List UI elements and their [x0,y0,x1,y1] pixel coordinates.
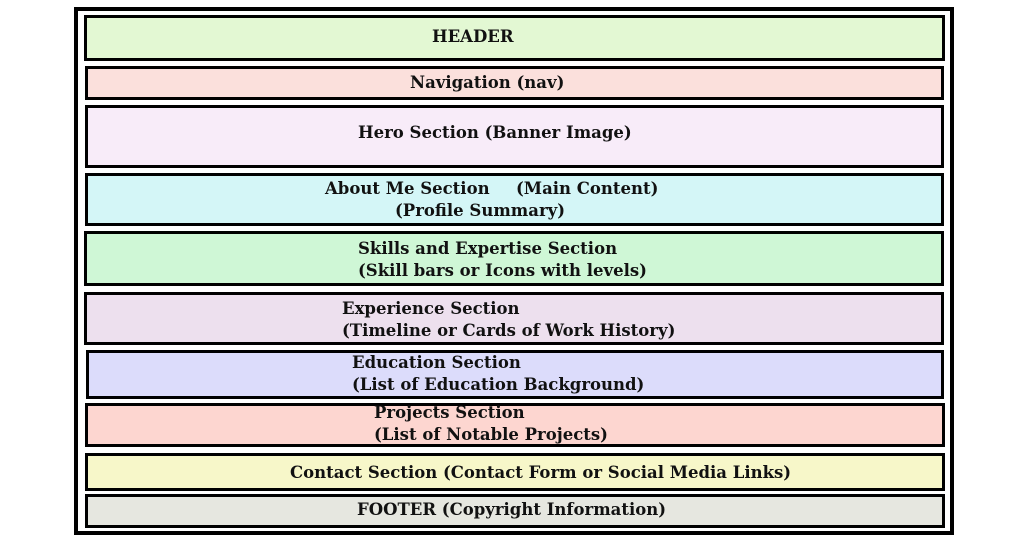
projects-sub: (List of Notable Projects) [374,425,608,444]
about-title: About Me Section [325,179,490,198]
about-sub: (Profile Summary) [395,201,566,220]
education-sub: (List of Education Background) [352,375,645,394]
hero-label: Hero Section (Banner Image) [358,123,632,142]
footer-label: FOOTER (Copyright Information) [357,500,667,519]
experience-sub: (Timeline or Cards of Work History) [342,321,676,340]
contact-label: Contact Section (Contact Form or Social Media Links) [290,463,792,482]
projects-title: Projects Section [374,403,525,422]
skills-title: Skills and Expertise Section [358,239,618,258]
header-section [84,15,945,61]
experience-title: Experience Section [342,299,520,318]
header-label: HEADER [432,27,514,46]
education-title: Education Section [352,353,521,372]
nav-label: Navigation (nav) [410,73,565,92]
about-note: (Main Content) [516,179,659,198]
skills-sub: (Skill bars or Icons with levels) [358,261,647,280]
